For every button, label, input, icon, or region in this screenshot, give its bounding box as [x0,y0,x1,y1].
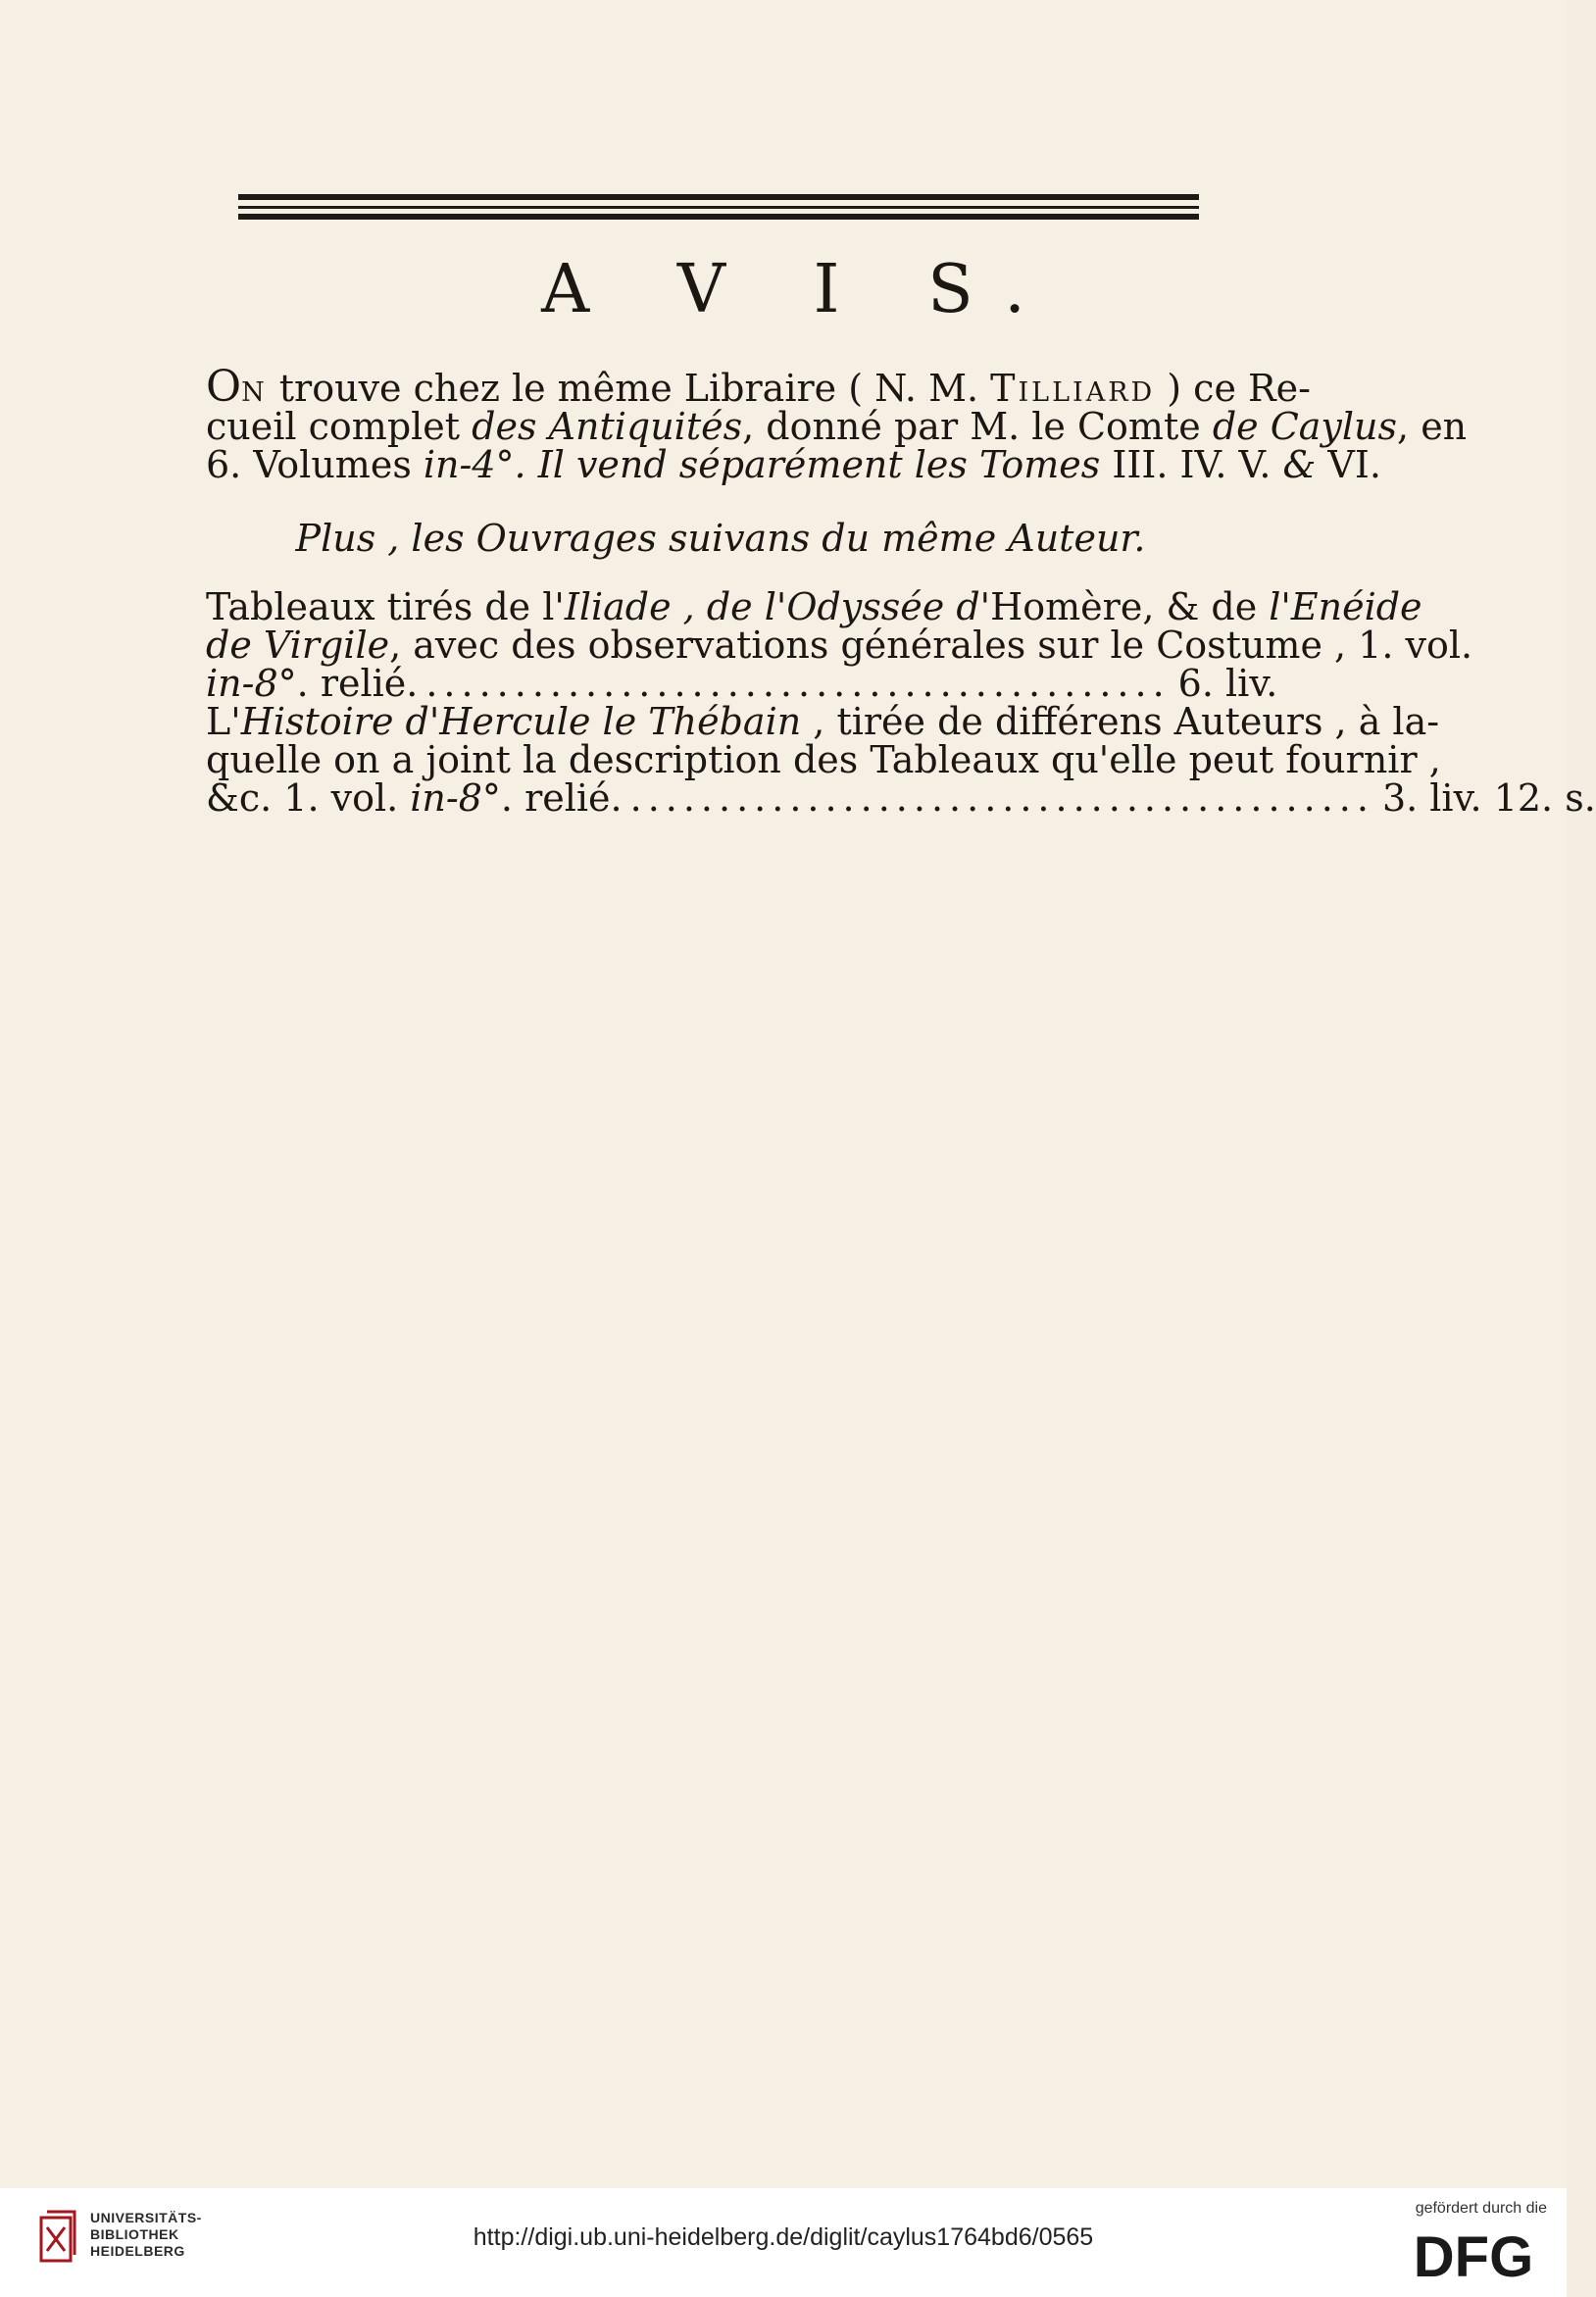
ornament-rule-top [238,194,1199,200]
viewer-footer [0,2188,1567,2297]
text-line: &c. 1. vol. in-8°. relié. .......................................... 3. liv. 12. s. [206,776,1596,820]
price: 3. liv. 12. s. [1381,776,1596,820]
text-line: L'Histoire d'Hercule le Thébain , tirée de différens Auteurs , à la- [206,700,1440,743]
text-line: de Virgile, avec des observations générales sur le Costume , 1. vol. [206,624,1473,667]
svg-text:DFG: DFG [1413,2225,1534,2289]
book-entry-tableaux [206,585,1473,705]
funded-by-label: gefördert durch die [1415,2200,1547,2217]
text-line: in-8°. relié. .......................................... 6. liv. [206,662,1278,705]
text-line: quelle on a joint la description des Tableaux qu'elle peut fournir , [206,738,1441,781]
dfg-logo-icon [1400,2225,1547,2289]
page-title: A V I S. [541,251,1059,328]
ornament-rule-middle [238,206,1199,209]
text-line: cueil complet des Antiquités, donné par M. le Comte de Caylus, en [206,405,1468,448]
dot-leader: .......................................... [629,776,1374,820]
notice-paragraph [206,362,1468,486]
permalink-url[interactable]: http://digi.ub.uni-heidelberg.de/diglit/caylus1764bd6/0565 [473,2223,1094,2251]
library-name: UNIVERSITÄTS- BIBLIOTHEK HEIDELBERG [90,2210,202,2259]
text-line: 6. Volumes in-4°. Il vend séparément les Tomes III. IV. V. & VI. [206,443,1381,486]
text-line: On trouve chez le même Libraire ( N. M. Tilliard ) ce Re- [206,362,1311,412]
section-heading: Plus , les Ouvrages suivans du même Auteur. [295,517,1146,560]
ornament-rule-bottom [238,214,1199,220]
book-entry-hercule [206,700,1596,820]
text-line: Tableaux tirés de l'Iliade , de l'Odyssée d'Homère, & de l'Enéide [206,585,1422,628]
drop-cap: O [206,362,242,412]
price: 6. liv. [1177,662,1278,705]
dot-leader: .......................................... [425,662,1171,705]
